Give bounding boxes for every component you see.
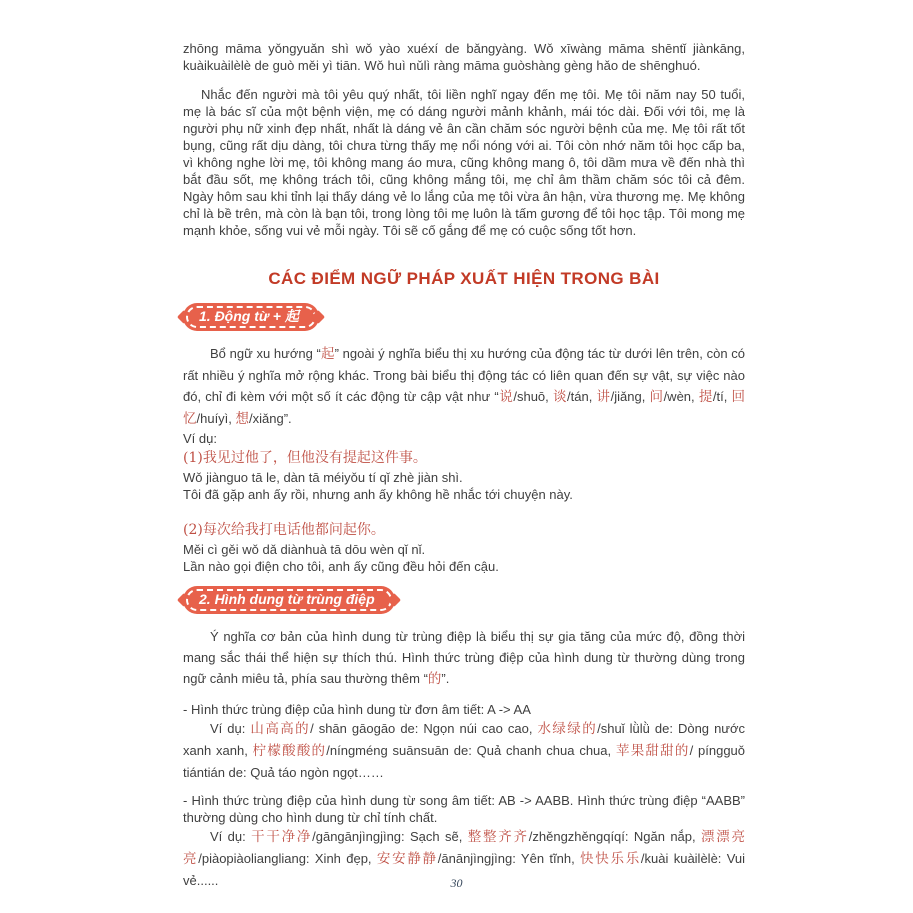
grammar-heading: CÁC ĐIỂM NGỮ PHÁP XUẤT HIỆN TRONG BÀI bbox=[268, 269, 660, 288]
grammar-point-2-title: 2. Hình dung từ trùng điệp bbox=[199, 591, 375, 608]
rule-disyllabic: - Hình thức trùng điệp của hình dung từ song âm tiết: AB -> AABB. Hình thức trùng điệp “AABB” thường dùng cho hình dung từ chỉ tính chất. bbox=[183, 793, 745, 826]
examples-monosyllabic: Ví dụ: 山高高的/ shān gāogāo de: Ngọn núi cao cao, 水绿绿的/shuǐ lǜlǜ de: Dòng nước xanh xanh, 柠檬酸酸的/níngméng suānsuān de: Quả chanh chua chua, 苹果甜甜的/ píngguǒ tiántián de: Quả táo ngòn ngọt…… bbox=[183, 721, 746, 781]
example-2-chinese: (2)每次给我打电话他都问起你。 bbox=[183, 522, 385, 539]
example-1 bbox=[183, 447, 745, 503]
badge-ornament-right bbox=[387, 593, 401, 607]
grammar-point-2-row bbox=[183, 586, 745, 614]
grammar-point-2-paragraph: Ý nghĩa cơ bản của hình dung từ trùng điệp là biểu thị sự gia tăng của mức độ, đồng thời mang sắc thái thể hiện sự thích thú. Hình thức trùng điệp của hình dung từ thường dùng trong ngữ cảnh miêu tả, phía sau thường thêm “的”. bbox=[183, 629, 745, 688]
vietnamese-essay-paragraph: Nhắc đến người mà tôi yêu quý nhất, tôi liền nghĩ ngay đến mẹ tôi. Mẹ tôi năm nay 50 tuổi, mẹ là bác sĩ của một bệnh viện, mẹ có dáng người mảnh khảnh, mái tóc dài. Đối với tôi, mẹ là người phụ nữ xinh đẹp nhất, nhất là dáng vẻ ân cần chăm sóc người bệnh của mẹ. Mẹ tôi rất tốt bụng, cũng rất dịu dàng, tôi chưa từng thấy mẹ nổi nóng với ai. Tôi còn nhớ năm tôi học cấp ba, vì không nghe lời mẹ, tôi không mang áo mưa, cũng không mang ô, tôi dầm mưa về đến nhà thì bắt đầu sốt, mẹ không trách tôi, cũng không mắng tôi, mẹ chỉ âm thầm chăm sóc tôi cả đêm. Ngày hôm sau khi tỉnh lại thấy dáng vẻ lo lắng của mẹ tôi vừa ân hận, vừa thương mẹ. Mẹ không chỉ là bề trên, mà còn là bạn tôi, trong lòng tôi mẹ luôn là tấm gương để tôi học tập. Tôi mong mẹ mạnh khỏe, sống vui vẻ mỗi ngày. Tôi sẽ cố gắng để mẹ có cuộc sống tốt hơn. bbox=[183, 87, 745, 238]
grammar-point-1-title: 1. Động từ + 起 bbox=[199, 308, 299, 325]
grammar-point-1-badge bbox=[183, 303, 319, 331]
rule-monosyllabic: - Hình thức trùng điệp của hình dung từ đơn âm tiết: A -> AA bbox=[183, 702, 531, 718]
example-1-pinyin: Wǒ jiànguo tā le, dàn tā méiyǒu tí qǐ zhè jiàn shì. bbox=[183, 470, 463, 486]
example-2 bbox=[183, 519, 745, 575]
page-number: 30 bbox=[450, 876, 463, 890]
example-2-vietnamese: Lần nào gọi điện cho tôi, anh ấy cũng đều hỏi đến cậu. bbox=[183, 559, 499, 575]
example-1-chinese: (1)我见过他了，但他没有提起这件事。 bbox=[183, 450, 427, 467]
badge-ornament-right bbox=[311, 310, 325, 324]
grammar-point-1-row bbox=[183, 303, 745, 331]
examples-disyllabic: Ví dụ: 干干净净/gāngānjìngjìng: Sạch sẽ, 整整齐齐/zhěngzhěngqíqí: Ngăn nắp, 漂漂亮亮/piàopiàoliangliang: Xinh đẹp, 安安静静/ānānjìngjìng: Yên tĩnh, 快快乐乐/kuài kuàilèlè: Vui vẻ...... bbox=[183, 829, 746, 889]
example-label: Ví dụ: bbox=[183, 431, 217, 447]
grammar-point-1-paragraph: Bổ ngữ xu hướng “起” ngoài ý nghĩa biểu thị xu hướng của động tác từ dưới lên trên, còn có rất nhiều ý nghĩa mở rộng khác. Trong bài biểu thị động tác có liên quan đến sự vật, sự việc nào đó, chỉ đi kèm với một số ít các động từ cập vật như “说/shuō, 谈/tán, 讲/jiǎng, 问/wèn, 提/tí, 回忆/huíyì, 想/xiǎng”. bbox=[183, 346, 746, 428]
example-1-vietnamese: Tôi đã gặp anh ấy rồi, nhưng anh ấy không hề nhắc tới chuyện này. bbox=[183, 487, 573, 503]
badge-ornament-left bbox=[177, 310, 191, 324]
grammar-point-2-badge bbox=[183, 586, 395, 614]
example-2-pinyin: Měi cì gěi wǒ dǎ diànhuà tā dōu wèn qǐ nǐ. bbox=[183, 542, 426, 558]
pinyin-paragraph: zhōng māma yǒngyuǎn shì wǒ yào xuéxí de bǎngyàng. Wǒ xīwàng māma shēntǐ jiànkāng, kuàikuàilèlè de guò měi yì tiān. Wǒ huì nǔlì ràng māma guòshàng gèng hǎo de shēnghuó. bbox=[183, 41, 745, 73]
badge-ornament-left bbox=[177, 593, 191, 607]
